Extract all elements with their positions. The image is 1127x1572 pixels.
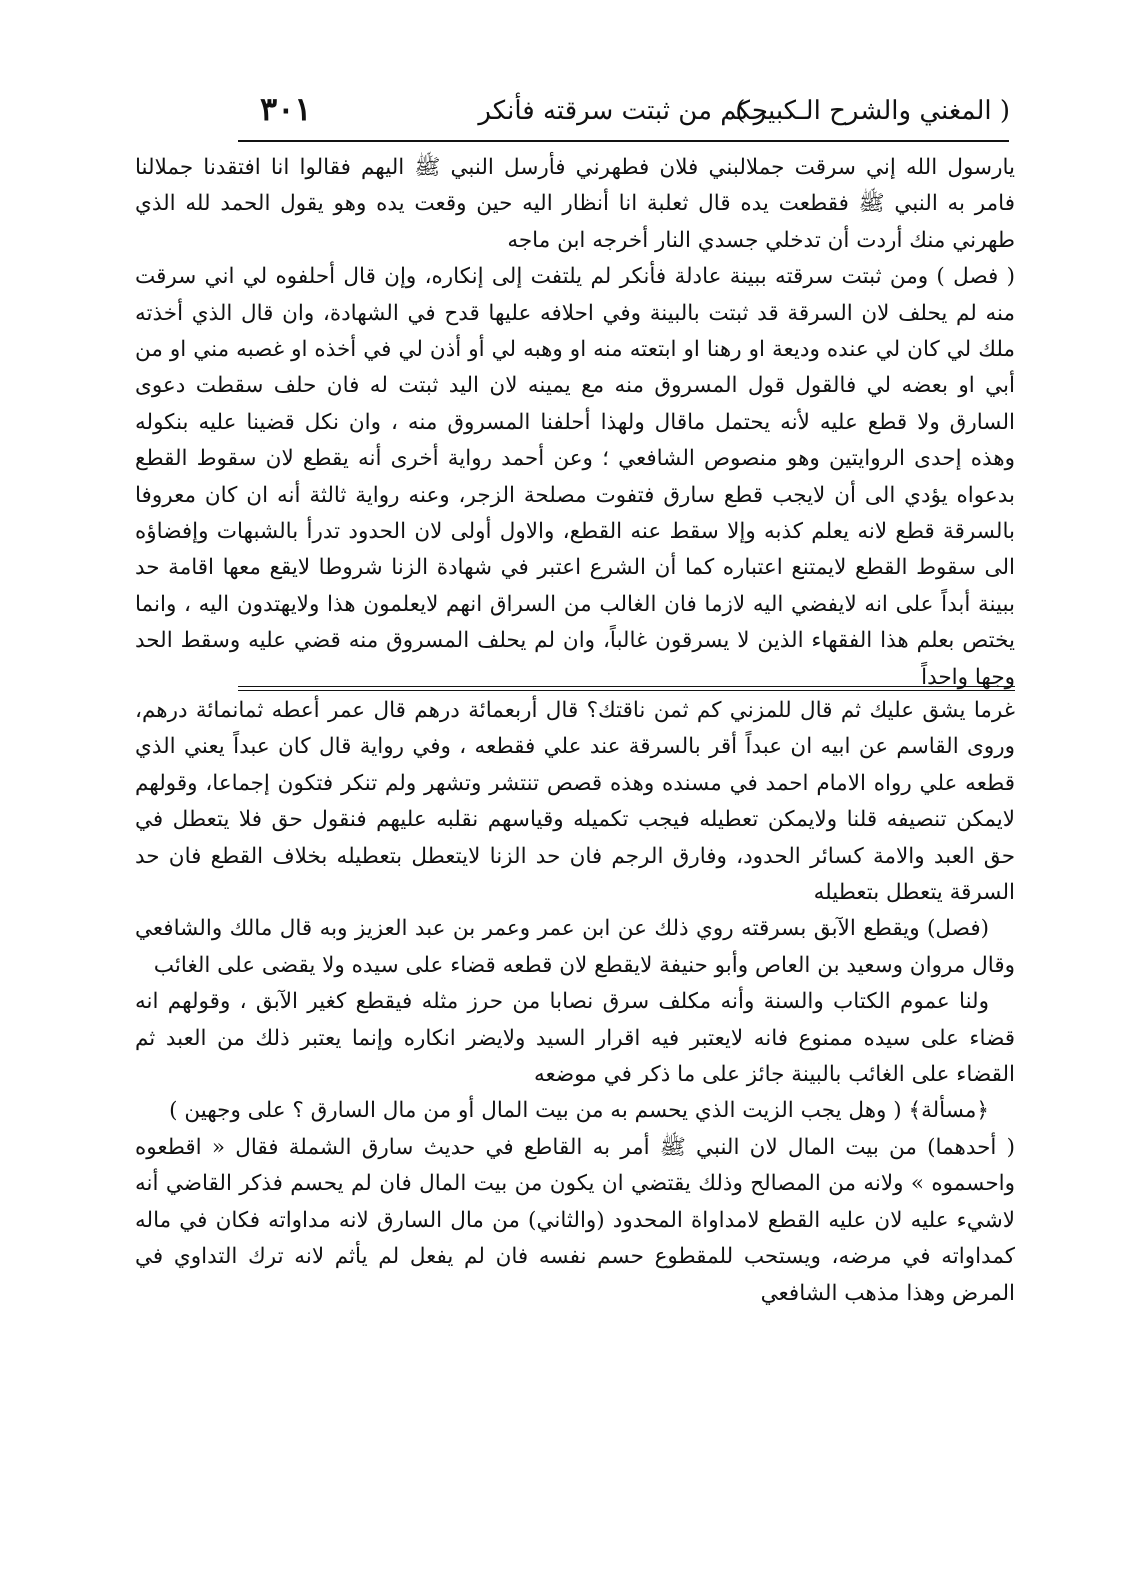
book-title: ( المغني والشرح الـكبير ) [735, 96, 1010, 126]
main-paragraph: يارسول الله إني سرقت جملالبني فلان فطهرني فأرسل النبي ﷺ اليهم فقالوا انا افتقدنا جملالنا فامر به النبي ﷺ فقطعت يده قال ثعلبة انا أنظار اليه حين وقعت يده وهو يقول الحمد لله الذي طهرني منك أردت أن تدخلي جسدي النار أخرجه ابن ماجه [135, 155, 1015, 253]
commentary-text [135, 693, 1015, 1312]
page-header [230, 90, 1030, 144]
section-title: حكم من ثبتت سرقته فأنكر [478, 96, 768, 126]
commentary-paragraph: ولنا عموم الكتاب والسنة وأنه مكلف سرق نصابا من حرز مثله فيقطع كغير الآبق ، وقولهم انه قضاء على سيده ممنوع فانه لايعتبر فيه اقرار السيد ولايضر انكاره وإنما يعتبر ذلك من العبد ثم القضاء على الغائب بالبينة جائز على ما ذكر في موضعه [135, 989, 1015, 1088]
section-divider [238, 686, 1015, 687]
commentary-paragraph: (فصل) ويقطع الآبق بسرقته روي ذلك عن ابن عمر وعمر بن عبد العزيز وبه قال مالك والشافعي وقال مروان وسعيد بن العاص وأبو حنيفة لايقطع لان قطعه قضاء على سيده ولا يقضى على الغائب [135, 916, 1015, 978]
section-divider-secondary [238, 690, 1015, 691]
header-divider [238, 140, 1009, 142]
main-paragraph: ( فصل ) ومن ثبتت سرقته ببينة عادلة فأنكر لم يلتفت إلى إنكاره، وإن قال أحلفوه لي اني سرقت منه لم يحلف لان السرقة قد ثبتت بالبينة وفي احلافه عليها قدح في الشهادة، وان قال الذي أخذته ملك لي كان لي عنده وديعة او رهنا او ابتعته منه او وهبه لي أو أذن لي في أخذه او غصبه مني او من أبي او بعضه لي فالقول قول المسروق منه مع يمينه لان اليد ثبتت له فان حلف سقطت دعوى السارق ولا قطع عليه لأنه يحتمل ماقال ولهذا أحلفنا المسروق منه ، وان نكل قضينا عليه بنكوله وهذه إحدى الروايتين وهو منصوص الشافعي ؛ وعن أحمد رواية أخرى أنه يقطع لان سقوط القطع بدعواه يؤدي الى أن لايجب قطع سارق فتفوت مصلحة الزجر، وعنه رواية ثالثة أنه ان كان معروفا بالسرقة قطع لانه يعلم كذبه وإلا سقط عنه القطع، والاول أولى لان الحدود تدرأ بالشبهات وإفضاؤه الى سقوط القطع لايمتنع اعتباره كما أن الشرع اعتبر في شهادة الزنا شروطا لايقع معها اقامة حد ببينة أبداً على انه لايفضي اليه لازما فان الغالب من السراق انهم لايعلمون هذا ولايهتدون اليه ، وانما يختص بعلم هذا الفقهاء الذين لا يسرقون غالباً، وان لم يحلف المسروق منه قضي عليه وسقط الحد وجها واحداً [135, 264, 1015, 690]
commentary-paragraph: ﴿مسألة﴾ ( وهل يجب الزيت الذي يحسم به من بيت المال أو من مال السارق ؟ على وجهين ) [169, 1098, 989, 1124]
main-text [135, 150, 1015, 696]
page-number: ٣٠١ [260, 90, 312, 128]
commentary-paragraph: غرما يشق عليك ثم قال للمزني كم ثمن ناقتك؟ قال أربعمائة درهم قال عمر أعطه ثمانمائة درهم، وروى القاسم عن ابيه ان عبداً أقر بالسرقة عند علي فقطعه ، وفي رواية قال كان عبداً يعني الذي قطعه علي رواه الامام احمد في مسنده وهذه قصص تنتشر وتشهر ولم تنكر فتكون إجماعا، وقولهم لايمكن تنصيفه قلنا ولايمكن تعطيله فيجب تكميله وقياسهم نقلبه عليهم فنقول حق فلا يتعطل في حق العبد والامة كسائر الحدود، وفارق الرجم فان حد الزنا لايتعطل بتعطيله بخلاف القطع فان حد السرقة يتعطل بتعطيله [135, 698, 1015, 906]
commentary-paragraph: ( أحدهما) من بيت المال لان النبي ﷺ أمر به القاطع في حديث سارق الشملة فقال « اقطعوه واحسموه » ولانه من المصالح وذلك يقتضي ان يكون من بيت المال فان لم يحسم فذكر القاضي أنه لاشيء عليه لان عليه القطع لامداواة المحدود (والثاني) من مال السارق لانه مداواته فكان في ماله كمداواته في مرضه، ويستحب للمقطوع حسم نفسه فان لم يفعل لم يأثم لانه ترك التداوي في المرض وهذا مذهب الشافعي [135, 1134, 1015, 1306]
